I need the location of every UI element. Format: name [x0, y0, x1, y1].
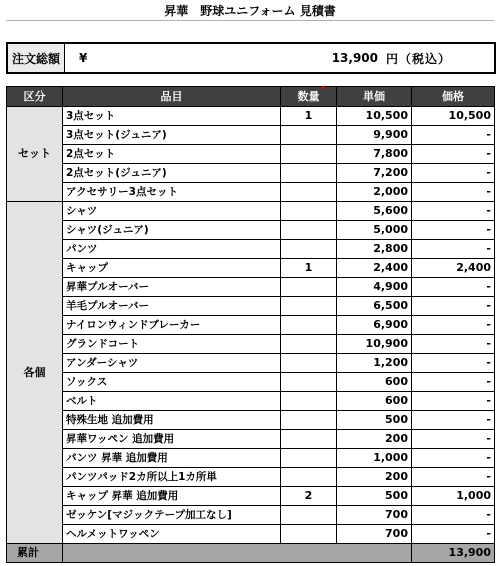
item-amount: -: [412, 430, 495, 449]
table-row: [7, 278, 495, 297]
item-name: 特殊生地 追加費用: [63, 411, 281, 430]
item-unit-price: 600: [337, 373, 412, 392]
item-name: 昇華ワッペン 追加費用: [63, 430, 281, 449]
item-quantity: [281, 278, 337, 297]
item-quantity: [281, 430, 337, 449]
table-row: [7, 221, 495, 240]
order-total-unit: 円（税込）: [386, 51, 452, 66]
item-unit-price: 700: [337, 525, 412, 544]
item-quantity: [281, 411, 337, 430]
item-name: 羊毛プルオーバー: [63, 297, 281, 316]
category-cell: セット: [7, 107, 63, 202]
table-row: [7, 449, 495, 468]
item-unit-price: 4,900: [337, 278, 412, 297]
item-unit-price: 1,000: [337, 449, 412, 468]
item-unit-price: 10,500: [337, 107, 412, 126]
item-amount: -: [412, 202, 495, 221]
item-amount: 2,400: [412, 259, 495, 278]
item-unit-price: 7,800: [337, 145, 412, 164]
item-amount: -: [412, 506, 495, 525]
item-amount: 1,000: [412, 487, 495, 506]
item-name: ヘルメットワッペン: [63, 525, 281, 544]
item-amount: -: [412, 164, 495, 183]
header-item: 品目: [63, 87, 281, 107]
item-name: ソックス: [63, 373, 281, 392]
item-amount: -: [412, 297, 495, 316]
document-title: 昇華 野球ユニフォーム 見積書: [164, 4, 336, 18]
order-total-box: [6, 42, 496, 74]
table-row: [7, 202, 495, 221]
item-amount: -: [412, 183, 495, 202]
item-name: ゼッケン[マジックテープ加工なし]: [63, 506, 281, 525]
table-body: [7, 107, 495, 563]
item-quantity: 1: [281, 259, 337, 278]
item-unit-price: 6,500: [337, 297, 412, 316]
table-row: [7, 392, 495, 411]
item-amount: -: [412, 126, 495, 145]
estimate-table: [6, 86, 495, 563]
item-unit-price: 500: [337, 411, 412, 430]
order-total-label: 注文総額: [8, 44, 65, 72]
item-quantity: [281, 449, 337, 468]
table-row: [7, 354, 495, 373]
item-name: ナイロンウィンドブレーカー: [63, 316, 281, 335]
item-unit-price: 6,900: [337, 316, 412, 335]
table-row: [7, 164, 495, 183]
item-unit-price: 10,900: [337, 335, 412, 354]
table-row: [7, 506, 495, 525]
item-quantity: [281, 202, 337, 221]
table-row: [7, 126, 495, 145]
item-name: グランドコート: [63, 335, 281, 354]
item-unit-price: 7,200: [337, 164, 412, 183]
order-total-currency: ¥: [79, 51, 88, 65]
header-category: 区分: [7, 87, 63, 107]
item-unit-price: 200: [337, 430, 412, 449]
item-quantity: 1: [281, 107, 337, 126]
item-amount: -: [412, 316, 495, 335]
item-quantity: [281, 506, 337, 525]
item-quantity: [281, 126, 337, 145]
item-quantity: [281, 221, 337, 240]
item-unit-price: 2,400: [337, 259, 412, 278]
item-name: 3点セット(ジュニア): [63, 126, 281, 145]
item-quantity: [281, 183, 337, 202]
header-unit-price: 単価: [337, 87, 412, 107]
item-name: ベルト: [63, 392, 281, 411]
table-row: [7, 107, 495, 126]
item-quantity: [281, 240, 337, 259]
item-unit-price: 600: [337, 392, 412, 411]
table-row: [7, 183, 495, 202]
item-amount: -: [412, 145, 495, 164]
item-amount: -: [412, 335, 495, 354]
item-name: 2点セット(ジュニア): [63, 164, 281, 183]
title-divider: [6, 20, 494, 21]
item-unit-price: 200: [337, 468, 412, 487]
table-row: [7, 259, 495, 278]
header-quantity: 数量: [281, 87, 337, 107]
table-header-row: [7, 87, 495, 107]
table-row: [7, 316, 495, 335]
item-name: シャツ(ジュニア): [63, 221, 281, 240]
item-name: アクセサリー3点セット: [63, 183, 281, 202]
item-unit-price: 5,600: [337, 202, 412, 221]
summary-label: 累計: [7, 544, 63, 563]
item-name: シャツ: [63, 202, 281, 221]
item-unit-price: 2,000: [337, 183, 412, 202]
table-row: [7, 335, 495, 354]
item-quantity: [281, 392, 337, 411]
item-name: アンダーシャツ: [63, 354, 281, 373]
item-unit-price: 2,800: [337, 240, 412, 259]
summary-empty-cell: [63, 544, 412, 563]
table-row: [7, 297, 495, 316]
item-quantity: [281, 354, 337, 373]
item-name: 昇華プルオーバー: [63, 278, 281, 297]
order-total-amount: 13,900: [331, 51, 378, 65]
item-amount: -: [412, 392, 495, 411]
item-amount: 10,500: [412, 107, 495, 126]
item-amount: -: [412, 468, 495, 487]
item-amount: -: [412, 354, 495, 373]
item-amount: -: [412, 411, 495, 430]
item-name: キャップ 昇華 追加費用: [63, 487, 281, 506]
header-price: 価格: [412, 87, 495, 107]
item-amount: -: [412, 373, 495, 392]
item-quantity: [281, 373, 337, 392]
item-quantity: [281, 468, 337, 487]
item-name: パンツ: [63, 240, 281, 259]
item-quantity: [281, 316, 337, 335]
item-name: パンツパッド2カ所以上1カ所単: [63, 468, 281, 487]
item-amount: -: [412, 449, 495, 468]
item-quantity: [281, 164, 337, 183]
item-name: キャップ: [63, 259, 281, 278]
item-unit-price: 500: [337, 487, 412, 506]
table-row: [7, 373, 495, 392]
table-row: [7, 411, 495, 430]
item-quantity: [281, 525, 337, 544]
item-unit-price: 1,200: [337, 354, 412, 373]
table-row: [7, 487, 495, 506]
category-cell: 各個: [7, 202, 63, 544]
item-amount: -: [412, 221, 495, 240]
summary-row: [7, 544, 495, 563]
table-row: [7, 525, 495, 544]
table-row: [7, 145, 495, 164]
item-amount: -: [412, 278, 495, 297]
table-row: [7, 430, 495, 449]
table-row: [7, 468, 495, 487]
table-row: [7, 240, 495, 259]
item-amount: -: [412, 525, 495, 544]
item-amount: -: [412, 240, 495, 259]
item-unit-price: 9,900: [337, 126, 412, 145]
item-quantity: 2: [281, 487, 337, 506]
item-unit-price: 700: [337, 506, 412, 525]
summary-amount: 13,900: [412, 544, 495, 563]
item-name: 2点セット: [63, 145, 281, 164]
item-quantity: [281, 335, 337, 354]
item-quantity: [281, 297, 337, 316]
item-unit-price: 5,000: [337, 221, 412, 240]
item-name: 3点セット: [63, 107, 281, 126]
item-quantity: [281, 145, 337, 164]
item-name: パンツ 昇華 追加費用: [63, 449, 281, 468]
cell-comment-marker: [322, 86, 325, 89]
